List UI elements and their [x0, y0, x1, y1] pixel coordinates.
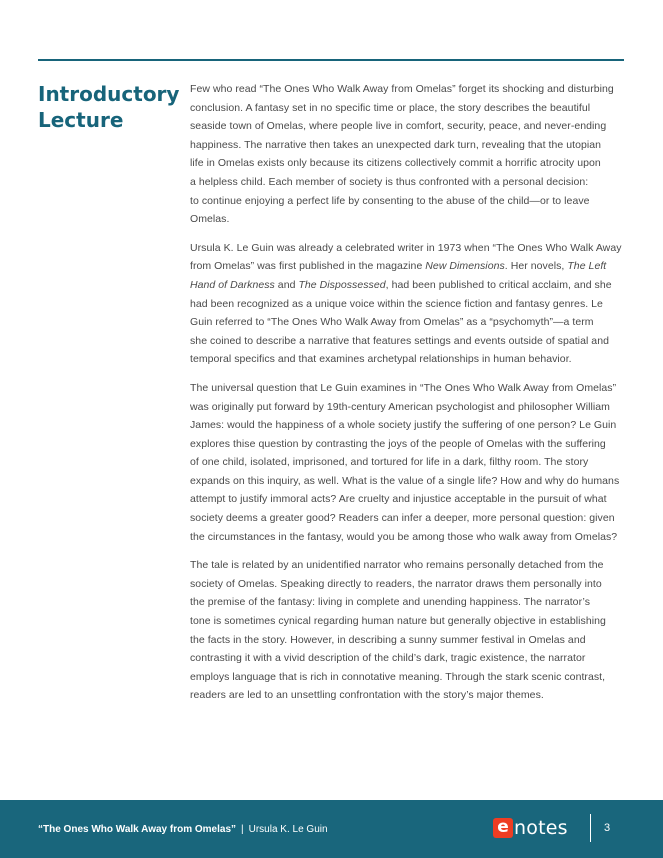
text-line: seaside town of Omelas, where people live in comfort, security, peace, and never-ending [190, 120, 607, 133]
text-line: The universal question that Le Guin examines in “The Ones Who Walk Away from Omelas” [190, 381, 617, 394]
text-span: from Omelas” was first published in the magazine [190, 260, 426, 273]
text-line: employs language that is rich in connotative meaning. Through the stark scenic contrast, [190, 670, 606, 683]
text-line: to continue enjoying a perfect life by consenting to the abuse of the child—or to leave [190, 194, 590, 207]
text-line: life in Omelas exists only because its citizens collectively commit a horrific atrocity upon [190, 157, 601, 170]
text-line [190, 257, 630, 276]
text-line: attempt to justify immoral acts? Are cruelty and injustice acceptable in the pursuit of what [190, 493, 607, 506]
footer-author: Ursula K. Le Guin [248, 824, 328, 835]
text-line: society deems a greater good? Readers can infer a deeper, more personal question: given [190, 512, 615, 525]
footer-divider [590, 814, 591, 842]
footer-separator: | [241, 824, 244, 835]
text-line: Guin referred to “The Ones Who Walk Away from Omelas” as a “psychomyth”—a term [190, 316, 594, 329]
paragraph-1 [190, 80, 630, 229]
text-span: , had been published to critical acclaim, and she [385, 278, 612, 291]
text-line: of one child, isolated, imprisoned, and tortured for life in a dark, filthy room. The story [190, 456, 589, 469]
text-line: the premise of the fantasy: living in complete and unending happiness. The narrator’s [190, 596, 590, 609]
text-line: explores thise question by contrasting the joys of the people of Omelas with the suffering [190, 437, 606, 450]
paragraph-2 [190, 239, 630, 369]
text-line: The tale is related by an unidentified narrator who remains personally detached from the [190, 559, 604, 572]
section-title-line2: Lecture [38, 108, 124, 132]
text-line: society of Omelas. Speaking directly to readers, the narrator draws them personally into [190, 577, 602, 590]
page-footer [0, 800, 663, 858]
logo-e-icon: e [493, 818, 513, 838]
footer-story-title: “The Ones Who Walk Away from Omelas” [38, 824, 237, 835]
text-span: and [274, 278, 299, 291]
paragraph-3 [190, 379, 630, 546]
enotes-logo [493, 816, 568, 840]
novel-title: Hand of Darkness [190, 278, 275, 291]
text-line: the facts in the story. However, in describing a sunny summer festival in Omelas and [190, 633, 586, 646]
novel-title: The Left [567, 260, 607, 273]
body-text [190, 80, 630, 715]
text-line: James: would the happiness of a whole society justify the suffering of one person? Le Guin [190, 419, 617, 432]
text-line: Omelas. [190, 213, 230, 226]
text-line: tone is sometimes cynical regarding human nature but generally objective in establishing [190, 615, 606, 628]
text-line: readers are led to an unsettling confrontation with the story’s major themes. [190, 689, 544, 702]
text-line: happiness. The narrative then takes an unexpected dark turn, revealing that the utopian [190, 138, 602, 151]
footer-title [38, 824, 328, 835]
novel-title: The Dispossessed [298, 278, 386, 291]
paragraph-4 [190, 556, 630, 705]
text-line: expands on this inquiry, as well. What is the value of a single life? How and why do humans [190, 474, 620, 487]
text-line: temporal specifics and that examines archetypal relationships in human behavior. [190, 353, 572, 366]
top-rule [38, 59, 624, 61]
magazine-title: New Dimensions [425, 260, 505, 273]
text-line: had been recognized as a unique voice within the science fiction and fantasy genres. Le [190, 297, 603, 310]
text-line: conclusion. A fantasy set in no specific time or place, the story describes the beautiful [190, 101, 591, 114]
logo-text: notes [514, 817, 568, 839]
text-span: . Her novels, [504, 260, 568, 273]
text-line: Few who read “The Ones Who Walk Away from Omelas” forget its shocking and disturbing [190, 83, 614, 95]
text-line: a helpless child. Each member of society is thus confronted with a personal decision: [190, 175, 589, 188]
text-line [190, 276, 630, 295]
section-title [38, 81, 178, 133]
text-line: she coined to describe a narrative that features settings and events outside of spatial and [190, 334, 609, 347]
text-line: the circumstances in the fantasy, would you be among those who walk away from Omelas? [190, 530, 618, 543]
text-line: contrasting it with a vivid description of the child’s dark, tragic existence, the narrator [190, 652, 586, 665]
page-number: 3 [604, 822, 611, 834]
text-line: was originally put forward by 19th-century American psychologist and philosopher William [190, 400, 610, 413]
section-title-line1: Introductory [38, 82, 180, 106]
text-line: Ursula K. Le Guin was already a celebrated writer in 1973 when “The Ones Who Walk Away [190, 241, 622, 254]
